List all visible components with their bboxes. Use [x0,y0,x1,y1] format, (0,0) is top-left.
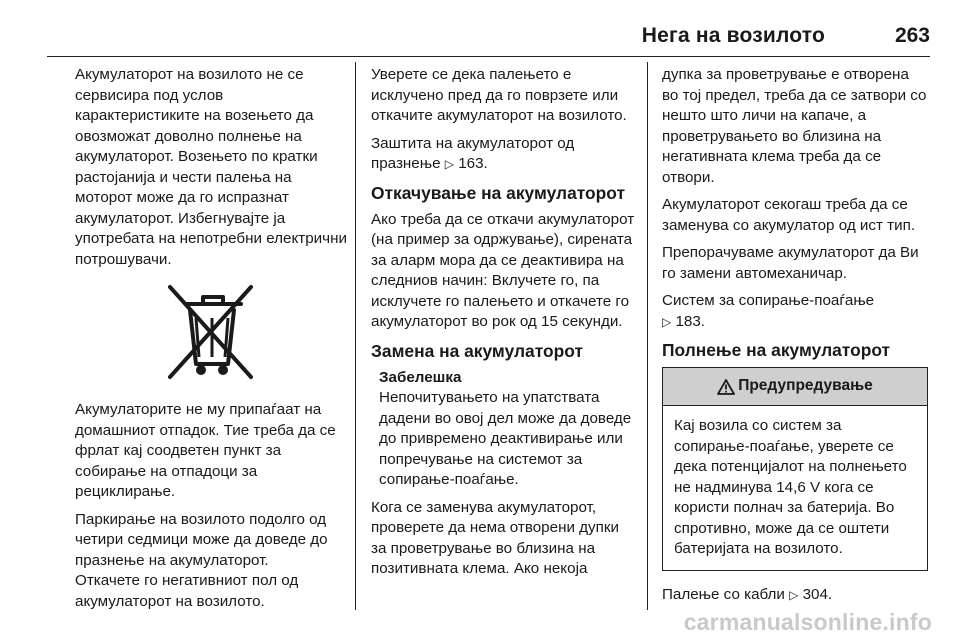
page-title: Нега на возилото [641,24,825,47]
paragraph: Ако треба да се откачи акумулаторот (на пример за одржување), сирената за аларм мора да се деактивира на следниов начин: Вклучете го, па исклучете го палењето и откачете го акумулаторот во рок од 15 секунди. [371,210,635,330]
paragraph [371,134,635,175]
section-heading: Откачување на акумулаторот [371,182,626,203]
column-3 [662,65,928,612]
column-divider [647,62,648,610]
paragraph: Откачете го негативниот пол од акумулаторот на возилото. [75,572,299,610]
paragraph: Уверете се дека палењето е исклучено пред да го поврзете или откачите акумулаторот на возилото. [371,66,627,124]
warning-header [663,368,927,406]
paragraph-text: Заштита на акумулаторот од празнење [371,134,575,172]
cross-reference-link[interactable]: 304. [802,585,833,603]
cross-reference-arrow-icon: ▷ [662,314,672,329]
paragraph-text: Систем за сопирање-поаѓање [662,292,875,309]
cross-reference-arrow-icon: ▷ [789,587,799,602]
paragraph: Препорачуваме акумулаторот да Ви го замени автомеханичар. [662,244,919,282]
paragraph: Паркирање на возилото подолго од четири седмици може да доведе до празнење на акумулаторот. [75,510,328,569]
recycling-symbol [75,280,347,384]
warning-body [663,406,927,570]
paragraph: дупка за проветрување е отворена во тој предел, треба да се затвори со нешто што личи на капаче, а проветрувањето во близина на негативната клема треба да се отвори. [662,66,927,186]
note-block [371,368,635,491]
paragraph [662,291,928,332]
paragraph [662,585,928,606]
column-1 [75,65,347,619]
warning-triangle-icon [717,379,735,395]
section-heading: Полнење на акумулаторот [662,340,891,360]
note-text: Непочитувањето на упатствата дадени во овој дел може да доведе до привремено деактивирање или попречување на системот за сопирање-поаѓање. [379,389,632,488]
header-rule [47,56,930,57]
cross-reference-link[interactable]: 163. [458,155,488,172]
paragraph: Акумулаторот секогаш треба да се заменува со акумулатор од ист тип. [662,196,916,234]
page-number: 263 [894,24,930,47]
paragraph: Акумулаторот на возилото не се сервисира под услов карактеристиките на возењето да овозможат доволно полнење на акумулаторот. Возењето по кратки растојанија и чести палења на моторот може да го испразнат акумулаторот. Избегнувајте ја употребата на непотребни електрични потрошувачи. [75,66,347,268]
warning-box [662,367,928,571]
warning-text: Кај возила со систем за сопирање-поаѓање, уверете се дека потенцијалот на полнењето не надминува 14,6 V кога се користи полнач за батерија. Во спротивно, може да се оштети батеријата на возилото. [674,417,907,557]
paragraph: Акумулаторите не му припаѓаат на домашниот отпадок. Тие треба да се фрлат кај соодветен пункт за собирање на отпадоци за рециклирање. [75,401,336,500]
note-label: Забелешка [379,368,462,386]
watermark: carmanualsonline.info [683,609,932,635]
paragraph: Кога се заменува акумулаторот, проверете да нема отворени дупки за проветрување во близина на позитивната клема. Ако некоја [371,498,619,577]
cross-reference-arrow-icon: ▷ [444,157,454,171]
column-divider [355,62,356,610]
page-header [30,22,930,52]
warning-title: Предупредување [738,377,873,395]
cross-reference-link[interactable]: 183. [675,312,706,330]
crossed-out-wheelie-bin-icon [165,280,257,384]
column-2 [371,65,635,587]
section-heading: Замена на акумулаторот [371,340,583,361]
paragraph-text: Палење со кабли [662,585,790,603]
